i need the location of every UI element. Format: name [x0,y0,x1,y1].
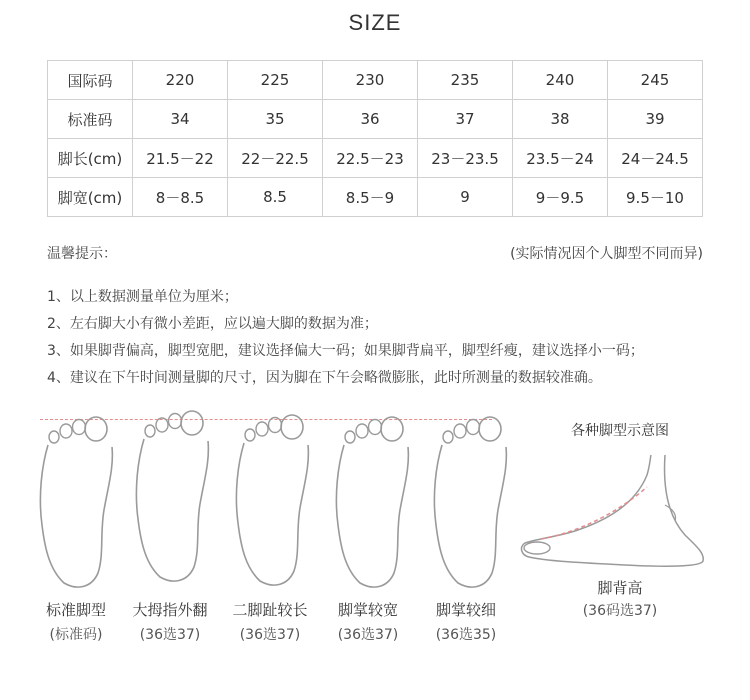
tip-item: 2、左右脚大小有微小差距，应以遍大脚的数据为准； [47,316,378,332]
table-cell: 38 [513,100,608,139]
table-cell: 235 [418,61,513,100]
foot-label: 大拇指外翻 [132,601,208,619]
table-row [48,178,703,217]
foot-label: 脚掌较细 [435,601,496,619]
foot-label: 脚掌较宽 [337,601,398,619]
size-table [47,60,703,217]
table-cell: 230 [323,61,418,100]
tip-item: 3、如果脚背偏高，脚型宽肥，建议选择偏大一码；如果脚背扁平，脚型纤瘦，建议选择小一码； [47,343,644,359]
table-row [48,139,703,178]
table-cell: 22－22.5 [228,139,323,178]
foot-standard-icon [40,417,112,587]
tips-note: (实际情况因个人脚型不同而异) [510,246,703,262]
foot-sub: (36选37) [337,627,399,643]
foot-wide-icon [336,417,408,587]
table-cell: 24－24.5 [608,139,703,178]
table-cell: 9－9.5 [513,178,608,217]
table-cell: 39 [608,100,703,139]
table-cell: 9.5－10 [608,178,703,217]
table-cell: 21.5－22 [133,139,228,178]
row-header: 脚宽(cm) [48,178,133,217]
foot-sub: (36选37) [239,627,301,643]
table-cell: 245 [608,61,703,100]
foot-side-view-icon [515,445,715,575]
table-cell: 9 [418,178,513,217]
row-header: 国际码 [48,61,133,100]
tips-heading: 温馨提示： [47,246,117,262]
foot-bunion-icon [136,411,208,581]
foot-narrow-icon [434,417,506,587]
row-header: 标准码 [48,100,133,139]
table-cell: 37 [418,100,513,139]
foot-long-second-toe-icon [236,415,308,585]
table-cell: 36 [323,100,418,139]
side-view-label: 脚背高 [597,579,643,597]
foot-sub: (36选35) [435,627,497,643]
table-cell: 35 [228,100,323,139]
tip-item: 4、建议在下午时间测量脚的尺寸，因为脚在下午会略微膨胀，此时所测量的数据较准确。 [47,370,602,386]
table-row [48,61,703,100]
table-cell: 225 [228,61,323,100]
table-cell: 23.5－24 [513,139,608,178]
tip-item: 1、以上数据测量单位为厘米； [47,289,238,305]
foot-label: 标准脚型 [45,601,106,619]
table-row [48,100,703,139]
foot-sub: (标准码) [49,627,103,643]
table-cell: 8.5 [228,178,323,217]
foot-label: 二脚趾较长 [232,601,308,619]
foot-outlines [30,405,510,595]
side-view-sub: (36码选37) [582,603,658,619]
side-view-title: 各种脚型示意图 [571,423,669,439]
table-cell: 240 [513,61,608,100]
table-cell: 23－23.5 [418,139,513,178]
table-cell: 220 [133,61,228,100]
table-cell: 8.5－9 [323,178,418,217]
foot-sub: (36选37) [139,627,201,643]
page-title: SIZE [348,10,402,35]
table-cell: 8－8.5 [133,178,228,217]
tips-list [47,284,644,392]
table-cell: 34 [133,100,228,139]
table-cell: 22.5－23 [323,139,418,178]
row-header: 脚长(cm) [48,139,133,178]
